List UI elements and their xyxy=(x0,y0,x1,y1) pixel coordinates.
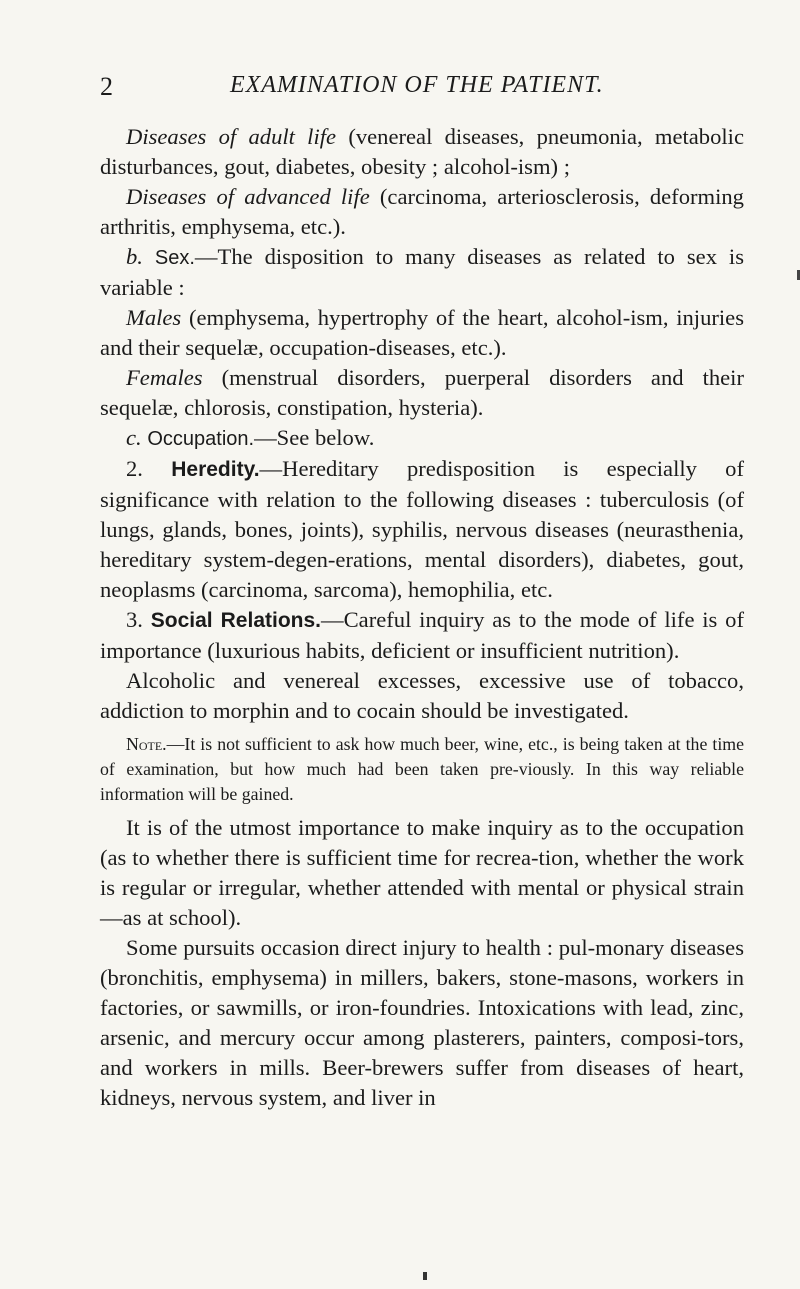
paragraph-females xyxy=(100,363,744,423)
paragraph-males xyxy=(100,303,744,363)
paragraph-sex xyxy=(100,242,744,303)
page-number: 2 xyxy=(100,72,113,101)
paragraph-text: (emphysema, hypertrophy of the heart, alcohol-ism, injuries and their sequelæ, occupation-diseases, etc.). xyxy=(100,305,744,360)
term-of: of xyxy=(216,184,235,209)
term-diseases: Diseases xyxy=(126,124,207,149)
term-females: Females xyxy=(126,365,203,390)
paragraph-advanced-life xyxy=(100,182,744,242)
running-header xyxy=(100,72,740,108)
print-mark xyxy=(423,1272,427,1280)
note-text: —It is not sufficient to ask how much beer, wine, etc., is being taken at the time of examination, but how much had been taken pre-viously. In this way reliable information will be gained. xyxy=(100,734,744,804)
term-of: of xyxy=(218,124,237,149)
section-heading-sex: Sex. xyxy=(154,247,195,269)
paragraph-adult-life xyxy=(100,122,744,182)
item-label: c. xyxy=(126,425,142,450)
paragraph-text: —See below. xyxy=(254,425,375,450)
item-label: 2. xyxy=(126,456,143,481)
term-diseases: Diseases xyxy=(126,184,207,209)
paragraph-occupation-inquiry: It is of the utmost importance to make inquiry as to the occupation (as to whether there is sufficient time for recrea-tion, whether the work is regular or irregular, whether attended with mental or physical strain—as at school). xyxy=(100,815,744,930)
note-paragraph xyxy=(100,732,744,807)
paragraph-text: (carcinoma, arteriosclerosis, deforming arthritis, emphysema, etc.). xyxy=(100,184,744,239)
running-title: EXAMINATION OF THE PATIENT. xyxy=(230,72,604,98)
note-label: Note. xyxy=(126,734,167,754)
page-body xyxy=(100,122,744,1113)
term-adult-life: adult life xyxy=(248,124,337,149)
paragraph-alcoholic: Alcoholic and venereal excesses, excessive use of tobacco, addiction to morphin and to cocain should be investigated. xyxy=(100,668,744,723)
item-label: b. xyxy=(126,244,143,269)
paragraph-social-relations xyxy=(100,605,744,666)
paragraph-text: —Careful inquiry as to the mode of life is of importance (luxurious habits, deficient or insufficient nutrition). xyxy=(100,607,744,663)
paragraph-text: (venereal diseases, pneumonia, metabolic disturbances, gout, diabetes, obesity ; alcohol-ism) ; xyxy=(100,124,744,179)
item-label: 3. xyxy=(126,607,143,632)
term-males: Males xyxy=(126,305,182,330)
paragraph-heredity xyxy=(100,454,744,605)
paragraph-pursuits: Some pursuits occasion direct injury to health : pul-monary diseases (bronchitis, emphysema) in millers, bakers, stone-masons, workers in factories, or sawmills, or iron-foundries. Intoxications with lead, zinc, arsenic, and mercury occur among plasterers, painters, composi-tors, and workers in mills. Beer-brewers suffer from diseases of heart, kidneys, nervous system, and liver in xyxy=(100,935,744,1110)
section-heading-heredity: Heredity. xyxy=(171,458,260,481)
section-heading-occupation: Occupation. xyxy=(147,428,255,450)
section-heading-social-relations: Social Relations. xyxy=(150,609,322,632)
paragraph-occupation xyxy=(100,423,744,454)
paragraph-text: —Hereditary predisposition is especially of significance with relation to the following diseases : tuberculosis (of lungs, glands, bones, joints), syphilis, nervous diseases (neurasthenia, hereditary system-degen-erations, mental disorders), diabetes, gout, neoplasms (carcinoma, sarcoma), hemophilia, etc. xyxy=(100,456,744,602)
paragraph-text: (menstrual disorders, puerperal disorders and their sequelæ, chlorosis, constipation, hysteria). xyxy=(100,365,744,420)
paragraph-text: —The disposition to many diseases as related to sex is variable : xyxy=(100,244,744,300)
term-advanced-life: advanced life xyxy=(244,184,370,209)
